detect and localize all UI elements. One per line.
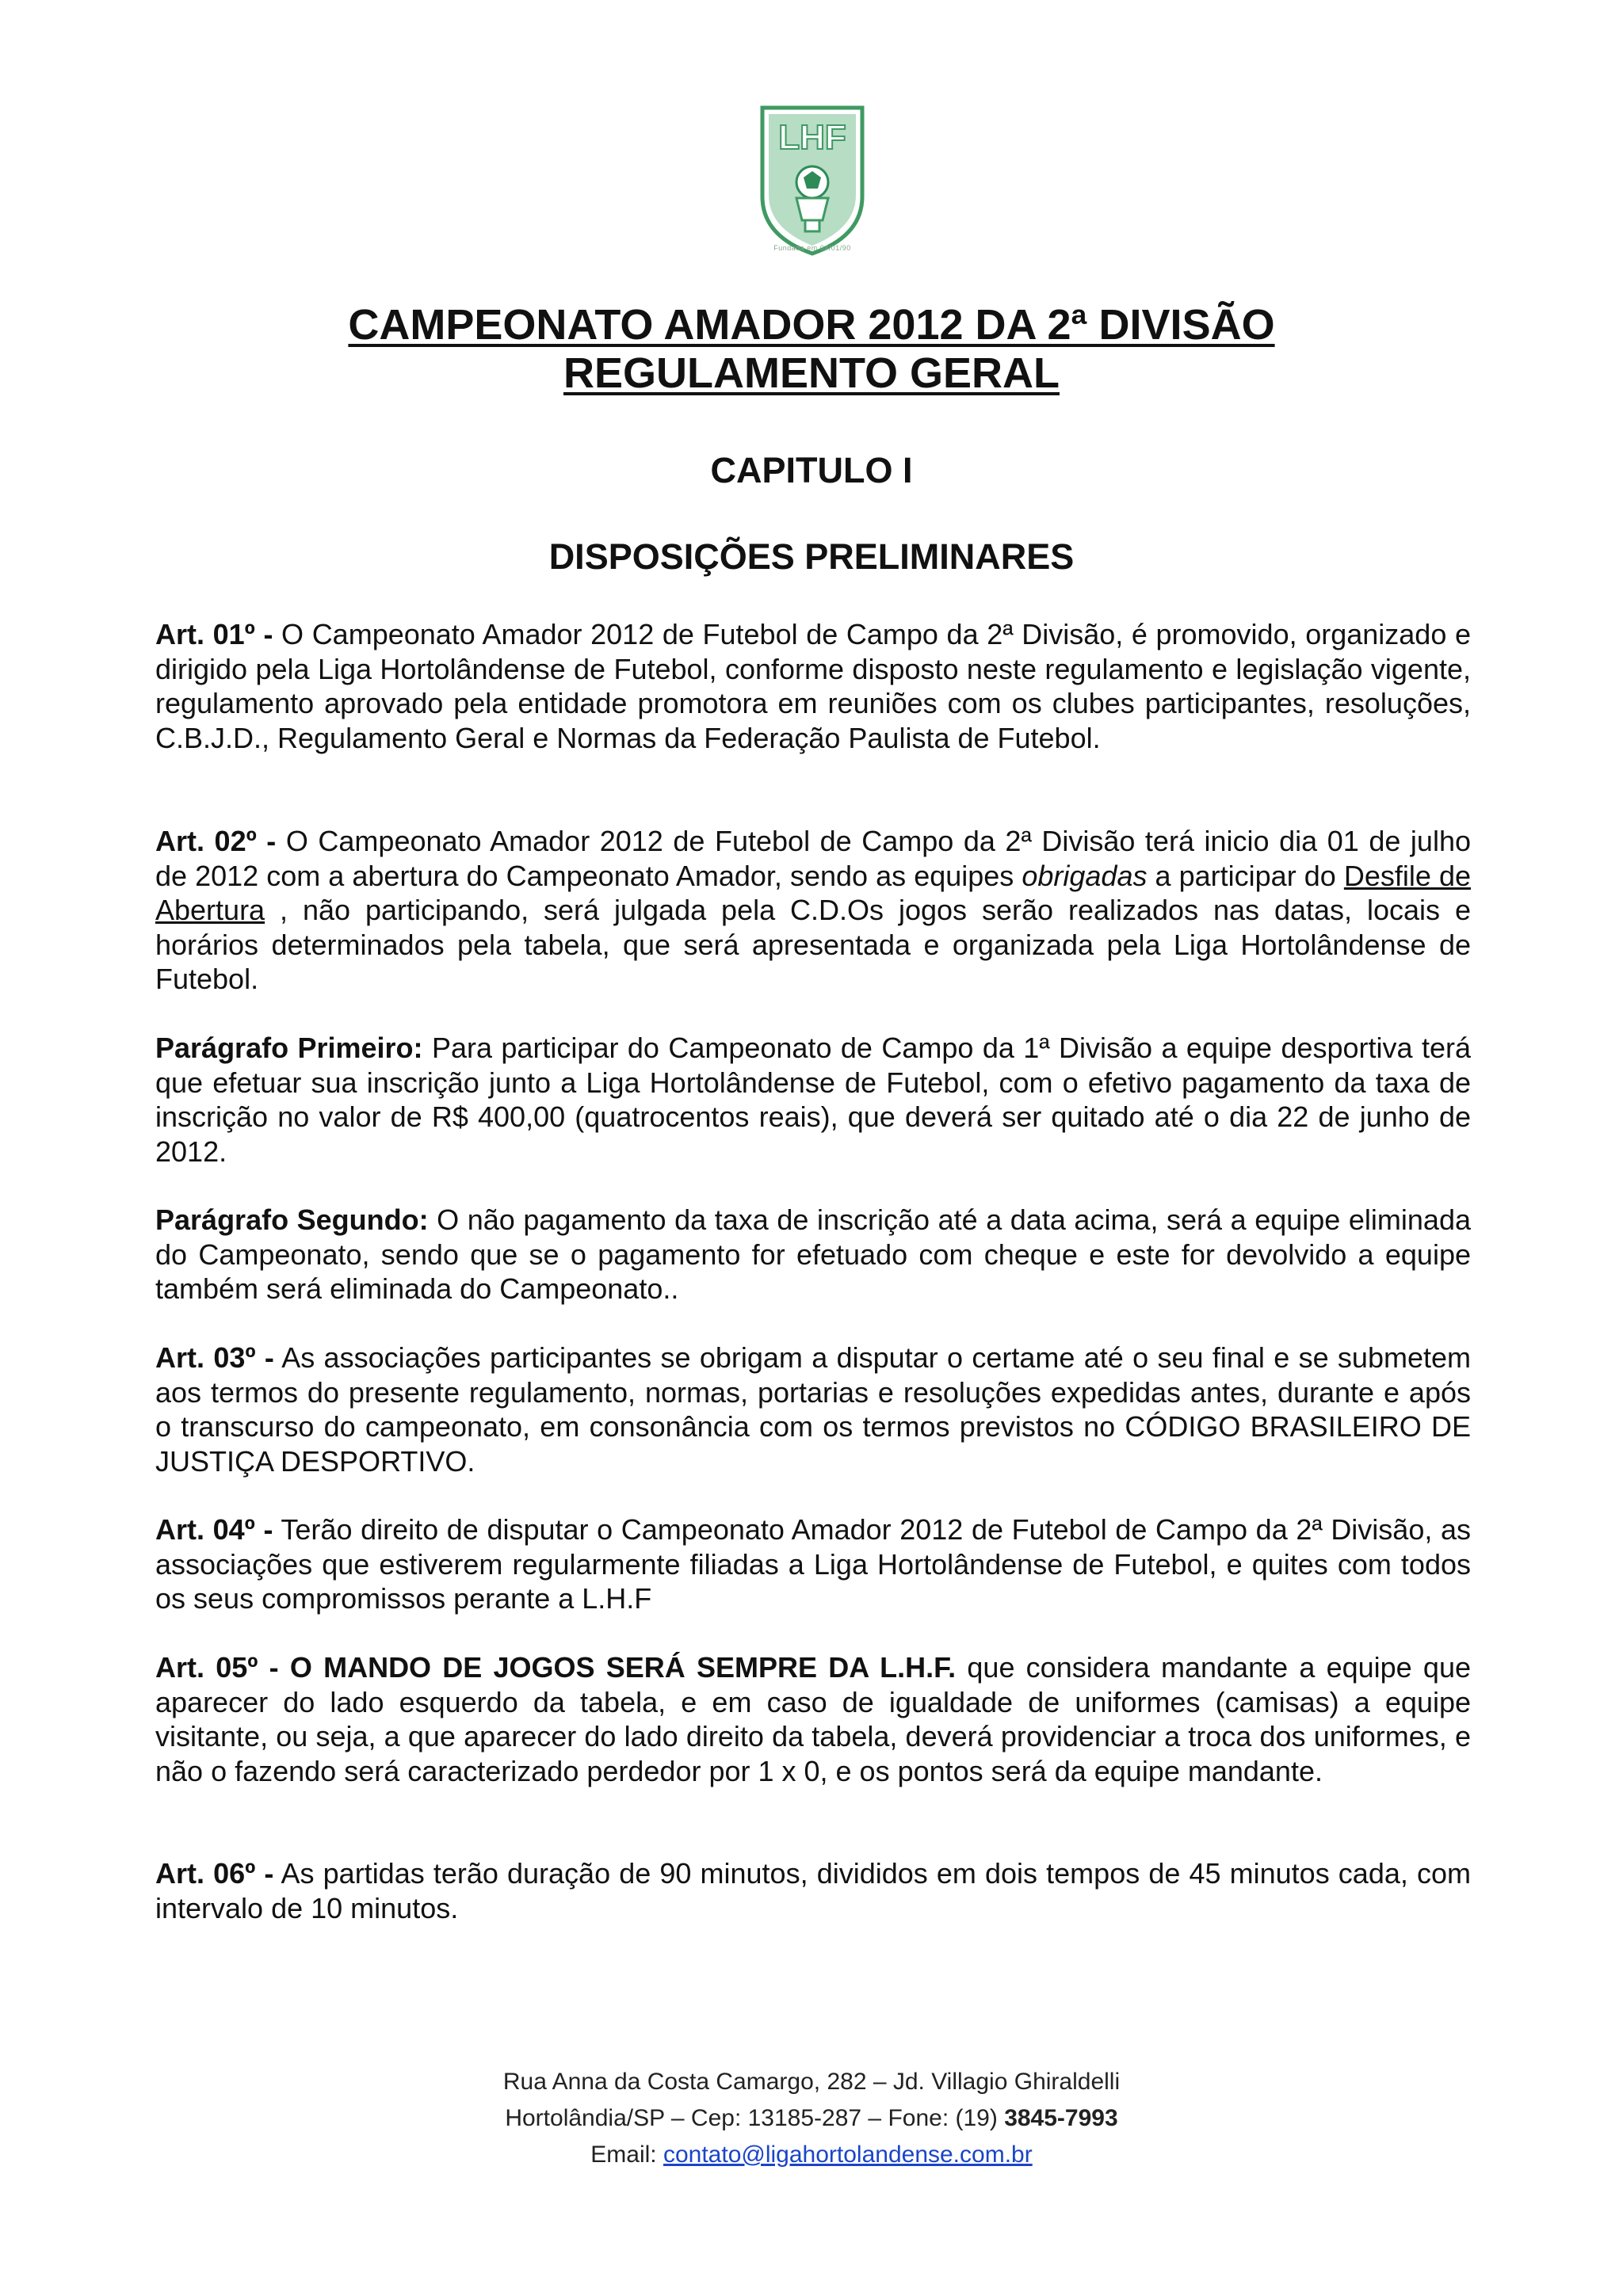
article-04	[155, 1512, 1471, 1616]
paragraph-label: Parágrafo Segundo:	[155, 1203, 429, 1236]
footer-city-phone	[0, 2100, 1623, 2137]
article-06	[155, 1856, 1471, 1925]
chapter-heading: CAPITULO I	[710, 450, 913, 490]
article-02	[155, 824, 1471, 997]
article-text: , não participando, será julgada pela C.D.Os jogos serão realizados nas datas, locais e horários determinados pela tabela, que será apresentada e organizada pela Liga Hortolândense de Futebol.	[155, 894, 1471, 996]
article-text: As associações participantes se obrigam a disputar o certame até o seu final e se submetem aos termos do presente regulamento, normas, portarias e resoluções expedidas antes, durante e após o transcurso do campeonato, em consonância com os termos previstos no CÓDIGO BRASILEIRO DE JUSTIÇA DESPORTIVO.	[155, 1341, 1471, 1478]
article-emphasis: obrigadas	[1022, 859, 1148, 892]
paragraph-text: O não pagamento da taxa de inscrição até a data acima, será a equipe eliminada do Campeonato, sendo que se o pagamento for efetuado com cheque e este for devolvido a equipe também será eliminada do Campeonato..	[155, 1203, 1471, 1306]
footer-address: Rua Anna da Costa Camargo, 282 – Jd. Villagio Ghiraldelli	[502, 2069, 1121, 2095]
article-text: O Campeonato Amador 2012 de Futebol de Campo da 2ª Divisão, é promovido, organizado e dirigido pela Liga Hortolândense de Futebol, conforme disposto neste regulamento e legislação vigente, regulamento aprovado pela entidade promotora em reuniões com os clubes participantes, resoluções, C.B.J.D., Regulamento Geral e Normas da Federação Paulista de Futebol.	[155, 618, 1471, 754]
section-heading: DISPOSIÇÕES PRELIMINARES	[548, 536, 1075, 577]
desfile-de-abertura-underlined: Desfile de Abertura	[155, 859, 1471, 927]
paragraph-segundo	[155, 1203, 1471, 1306]
footer-email	[0, 2137, 1623, 2173]
svg-text:LHF: LHF	[778, 118, 846, 157]
article-label: Art. 01º -	[155, 618, 273, 650]
article-text: As partidas terão duração de 90 minutos, divididos em dois tempos de 45 minutos cada, com intervalo de 10 minutos.	[155, 1857, 1471, 1924]
article-label: Art. 06º -	[155, 1857, 274, 1890]
article-01	[155, 617, 1471, 755]
article-label: Art. 02º -	[155, 825, 277, 857]
paragraph-text: Para participar do Campeonato de Campo da 1ª Divisão a equipe desportiva terá que efetuar sua inscrição junto a Liga Hortolândense de Futebol, com o efetivo pagamento da taxa de inscrição no valor de R$ 400,00 (quatrocentos reais), que deverá ser quitado até o dia 22 de junho de 2012.	[155, 1032, 1471, 1168]
article-03	[155, 1341, 1471, 1478]
article-text: que considera mandante a equipe que aparecer do lado esquerdo da tabela, e em caso de igualdade de uniformes (camisas) a equipe visitante, ou seja, a que aparecer do lado direito da tabela, deverá providenciar a troca dos uniformes, e não o fazendo será caracterizado perdedor por 1 x 0, e os pontos será da equipe mandante.	[155, 1651, 1471, 1787]
footer-email-label: Email:	[590, 2142, 663, 2168]
logo-caption: Fundada em 04/01/90	[773, 244, 851, 252]
article-label: Art. 04º -	[155, 1513, 273, 1546]
footer-city: Hortolândia/SP – Cep: 13185-287 – Fone: (19)	[505, 2105, 1005, 2131]
paragraph-label: Parágrafo Primeiro:	[155, 1032, 423, 1064]
email-link[interactable]: contato@ligahortolandense.com.br	[663, 2142, 1033, 2168]
article-text: Terão direito de disputar o Campeonato Amador 2012 de Futebol de Campo da 2ª Divisão, as associações que estiverem regularmente filiadas a Liga Hortolândense de Futebol, e quites com todos os seus compromissos perante a L.H.F	[155, 1513, 1471, 1615]
paragraph-primeiro	[155, 1031, 1471, 1169]
footer-phone: 3845-7993	[1004, 2105, 1118, 2131]
document-title-line1: CAMPEONATO AMADOR 2012 DA 2ª DIVISÃO	[348, 301, 1275, 349]
document-title-line2: REGULAMENTO GERAL	[563, 349, 1060, 397]
article-label: Art. 03º -	[155, 1341, 274, 1374]
article-label: Art. 05º - O MANDO DE JOGOS SERÁ SEMPRE DA L.H.F.	[155, 1651, 957, 1684]
article-text: O Campeonato Amador 2012 de Futebol de Campo da 2ª Divisão terá inicio dia 01 de julho de 2012 com a abertura do Campeonato Amador, sendo as equipes	[155, 825, 1471, 892]
lhf-logo-icon	[753, 101, 872, 260]
article-text: a participar do	[1147, 859, 1344, 892]
article-05	[155, 1650, 1471, 1788]
